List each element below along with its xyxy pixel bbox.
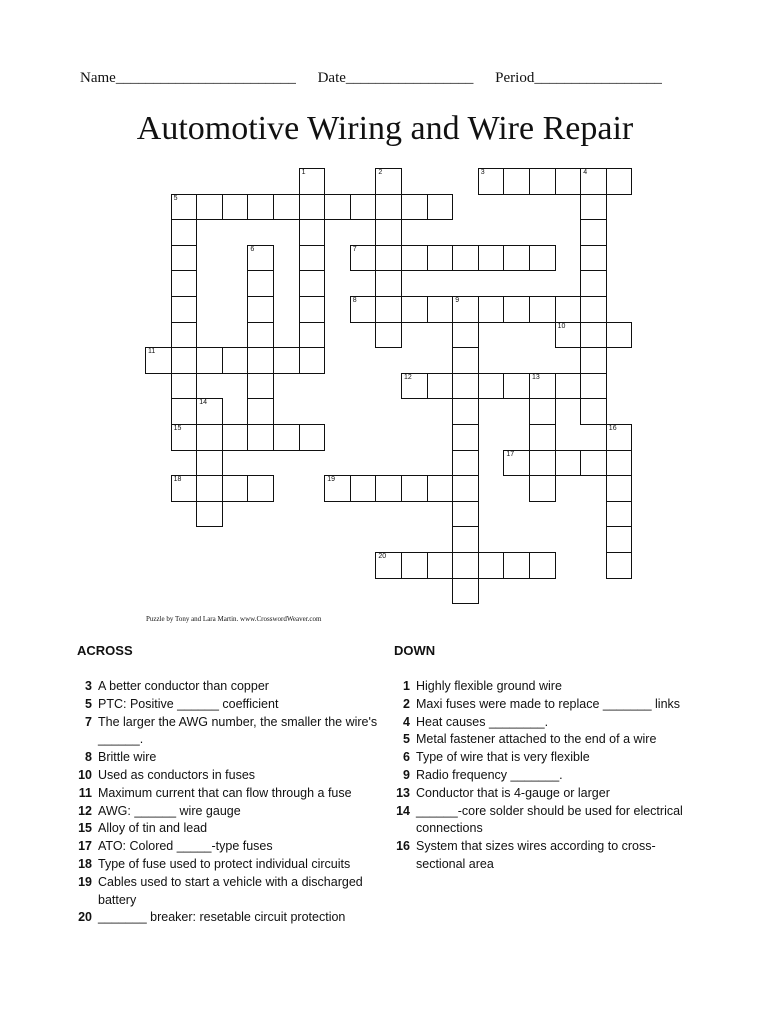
grid-cell[interactable] xyxy=(196,194,223,221)
grid-cell[interactable] xyxy=(401,296,428,323)
cell-number: 7 xyxy=(352,245,357,253)
grid-cell[interactable] xyxy=(350,296,377,323)
grid-cell[interactable] xyxy=(324,194,351,221)
clue-number: 10 xyxy=(78,767,92,782)
grid-cell[interactable] xyxy=(299,270,326,297)
grid-cell[interactable] xyxy=(273,194,300,221)
grid-cell[interactable] xyxy=(401,245,428,272)
grid-cell[interactable] xyxy=(606,450,633,477)
grid-cell[interactable] xyxy=(503,552,530,579)
grid-cell[interactable] xyxy=(299,245,326,272)
grid-cell[interactable] xyxy=(555,450,582,477)
grid-cell[interactable] xyxy=(529,168,556,195)
grid-cell[interactable] xyxy=(606,552,633,579)
down-clue xyxy=(388,838,688,874)
grid-cell[interactable] xyxy=(171,373,198,400)
date-field[interactable]: Date_________________ xyxy=(317,70,474,86)
clue-text: Radio frequency _______. xyxy=(416,767,563,782)
grid-cell[interactable] xyxy=(171,322,198,349)
clue-number: 18 xyxy=(78,856,92,871)
grid-cell[interactable] xyxy=(196,501,223,528)
cell-number: 18 xyxy=(173,476,182,484)
cell-number: 20 xyxy=(378,553,387,560)
grid-cell[interactable] xyxy=(452,501,479,528)
grid-cell[interactable] xyxy=(350,245,377,272)
clue-number: 8 xyxy=(85,750,92,765)
grid-cell[interactable] xyxy=(606,475,633,502)
clue-number: 9 xyxy=(403,767,410,782)
down-clue xyxy=(388,714,688,732)
grid-cell[interactable] xyxy=(580,398,607,425)
across-clue xyxy=(70,838,380,856)
grid-cell[interactable] xyxy=(171,296,198,323)
grid-cell[interactable] xyxy=(580,373,607,400)
grid-cell[interactable] xyxy=(171,245,198,272)
puzzle-credit: Puzzle by Tony and Lara Martin. www.CrosswordWeaver.com xyxy=(146,615,322,623)
period-field[interactable]: Period_________________ xyxy=(495,70,662,86)
grid-cell[interactable] xyxy=(529,424,556,451)
cell-number: 4 xyxy=(583,169,588,176)
grid-cell[interactable] xyxy=(555,322,582,349)
across-clue xyxy=(70,909,380,927)
name-field[interactable]: Name________________________ xyxy=(80,70,296,86)
grid-cell[interactable] xyxy=(196,424,223,451)
grid-cell[interactable] xyxy=(375,219,402,246)
clue-text: System that sizes wires according to cross-sectional area xyxy=(416,839,656,871)
cell-number: 11 xyxy=(148,348,156,356)
grid-cell[interactable] xyxy=(580,322,607,349)
clue-number: 13 xyxy=(396,785,410,800)
grid-cell[interactable] xyxy=(452,475,479,502)
grid-cell[interactable] xyxy=(606,168,633,195)
grid-cell[interactable] xyxy=(196,347,223,374)
across-heading: ACROSS xyxy=(77,643,133,658)
clue-number: 2 xyxy=(403,696,410,711)
across-clue xyxy=(70,678,380,696)
grid-cell[interactable] xyxy=(222,424,249,451)
cell-number: 19 xyxy=(327,476,335,484)
cell-number: 17 xyxy=(506,450,515,458)
cell-number: 16 xyxy=(608,425,617,432)
grid-cell[interactable] xyxy=(375,552,402,579)
cell-number: 15 xyxy=(173,425,182,432)
grid-cell[interactable] xyxy=(606,526,633,553)
grid-cell[interactable] xyxy=(375,322,402,349)
grid-cell[interactable] xyxy=(529,475,556,502)
grid-cell[interactable] xyxy=(196,398,223,425)
grid-cell[interactable] xyxy=(247,194,274,221)
down-clue xyxy=(388,678,688,696)
cell-number: 5 xyxy=(173,194,178,202)
grid-cell[interactable] xyxy=(247,475,274,502)
clue-number: 3 xyxy=(85,679,92,693)
grid-cell[interactable] xyxy=(478,245,505,272)
grid-cell[interactable] xyxy=(452,322,479,349)
cell-number: 12 xyxy=(404,373,412,381)
grid-cell[interactable] xyxy=(427,194,454,221)
down-clue xyxy=(388,767,688,785)
clue-number: 1 xyxy=(403,679,410,693)
grid-cell[interactable] xyxy=(503,296,530,323)
grid-cell[interactable] xyxy=(145,347,172,374)
grid-cell[interactable] xyxy=(247,270,274,297)
clue-text: A better conductor than copper xyxy=(98,679,269,693)
grid-cell[interactable] xyxy=(401,373,428,400)
clue-number: 19 xyxy=(78,874,92,889)
grid-cell[interactable] xyxy=(171,347,198,374)
cell-number: 3 xyxy=(480,169,485,176)
grid-cell[interactable] xyxy=(171,398,198,425)
grid-cell[interactable] xyxy=(401,552,428,579)
grid-cell[interactable] xyxy=(324,475,351,502)
clue-text: _______ breaker: resetable circuit protection xyxy=(98,910,346,925)
grid-cell[interactable] xyxy=(580,168,607,195)
grid-cell[interactable] xyxy=(452,296,479,323)
clue-number: 11 xyxy=(78,785,92,800)
grid-cell[interactable] xyxy=(222,347,249,374)
clue-text: The larger the AWG number, the smaller the wire's ______. xyxy=(98,714,378,747)
grid-cell[interactable] xyxy=(427,552,454,579)
grid-cell[interactable] xyxy=(299,347,326,374)
cell-number: 2 xyxy=(378,169,383,176)
grid-cell[interactable] xyxy=(452,578,479,605)
down-clue-list xyxy=(388,678,688,874)
grid-cell[interactable] xyxy=(580,219,607,246)
clue-text: Used as conductors in fuses xyxy=(98,767,256,782)
clue-text: Type of fuse used to protect individual circuits xyxy=(98,856,351,871)
cell-number: 10 xyxy=(557,322,566,330)
grid-cell[interactable] xyxy=(503,245,530,272)
grid-cell[interactable] xyxy=(299,194,326,221)
grid-cell[interactable] xyxy=(529,296,556,323)
grid-cell[interactable] xyxy=(503,450,530,477)
cell-number: 9 xyxy=(455,297,460,304)
clue-text: Maximum current that can flow through a fuse xyxy=(98,785,352,800)
down-heading: DOWN xyxy=(394,643,436,658)
down-clue xyxy=(388,696,688,714)
grid-cell[interactable] xyxy=(606,322,633,349)
across-clue xyxy=(70,785,380,803)
grid-cell[interactable] xyxy=(299,424,326,451)
grid-cell[interactable] xyxy=(503,168,530,195)
grid-cell[interactable] xyxy=(452,526,479,553)
grid-cell[interactable] xyxy=(350,475,377,502)
clue-number: 16 xyxy=(396,839,410,854)
grid-cell[interactable] xyxy=(478,552,505,579)
cell-number: 13 xyxy=(532,373,540,381)
grid-cell[interactable] xyxy=(580,296,607,323)
grid-cell[interactable] xyxy=(580,450,607,477)
grid-cell[interactable] xyxy=(273,347,300,374)
cell-number: 1 xyxy=(301,169,306,176)
down-clue xyxy=(388,803,688,839)
page-title: Automotive Wiring and Wire Repair xyxy=(136,110,634,147)
grid-cell[interactable] xyxy=(555,296,582,323)
grid-cell[interactable] xyxy=(452,347,479,374)
grid-cell[interactable] xyxy=(452,398,479,425)
down-clue xyxy=(388,731,688,749)
grid-cell[interactable] xyxy=(299,296,326,323)
grid-cell[interactable] xyxy=(171,424,198,451)
grid-cell[interactable] xyxy=(529,450,556,477)
grid-cell[interactable] xyxy=(478,373,505,400)
across-clue xyxy=(70,714,380,750)
grid-cell[interactable] xyxy=(375,194,402,221)
clue-number: 6 xyxy=(403,750,410,765)
grid-cell[interactable] xyxy=(452,450,479,477)
clue-text: Maxi fuses were made to replace _______ links xyxy=(416,696,681,711)
grid-cell[interactable] xyxy=(299,219,326,246)
grid-cell[interactable] xyxy=(503,373,530,400)
grid-cell[interactable] xyxy=(427,475,454,502)
clue-text: Cables used to start a vehicle with a discharged battery xyxy=(98,874,363,907)
grid-cell[interactable] xyxy=(247,373,274,400)
clue-text: AWG: ______ wire gauge xyxy=(98,803,241,818)
down-clue xyxy=(388,749,688,767)
across-clue-list xyxy=(70,678,380,927)
grid-cell[interactable] xyxy=(452,373,479,400)
grid-cell[interactable] xyxy=(427,373,454,400)
across-clue xyxy=(70,696,380,714)
cell-number: 8 xyxy=(352,297,357,304)
grid-cell[interactable] xyxy=(580,347,607,374)
grid-cell[interactable] xyxy=(247,322,274,349)
clue-text: PTC: Positive ______ coefficient xyxy=(98,696,279,711)
across-clue xyxy=(70,820,380,838)
clue-text: Metal fastener attached to the end of a wire xyxy=(416,732,657,747)
grid-cell[interactable] xyxy=(247,245,274,272)
grid-cell[interactable] xyxy=(222,194,249,221)
grid-cell[interactable] xyxy=(171,475,198,502)
grid-cell[interactable] xyxy=(375,296,402,323)
grid-cell[interactable] xyxy=(247,347,274,374)
clue-number: 4 xyxy=(403,714,410,729)
grid-cell[interactable] xyxy=(580,270,607,297)
grid-cell[interactable] xyxy=(555,168,582,195)
grid-cell[interactable] xyxy=(478,296,505,323)
clue-text: Heat causes ________. xyxy=(416,714,549,729)
grid-cell[interactable] xyxy=(452,552,479,579)
grid-cell[interactable] xyxy=(529,245,556,272)
grid-cell[interactable] xyxy=(401,194,428,221)
clue-text: Brittle wire xyxy=(98,750,157,765)
clue-text: ______-core solder should be used for electrical connections xyxy=(416,803,683,836)
across-clue xyxy=(70,767,380,785)
grid-cell[interactable] xyxy=(529,398,556,425)
grid-cell[interactable] xyxy=(375,270,402,297)
grid-cell[interactable] xyxy=(273,424,300,451)
grid-cell[interactable] xyxy=(247,296,274,323)
grid-cell[interactable] xyxy=(401,475,428,502)
grid-cell[interactable] xyxy=(375,245,402,272)
grid-cell[interactable] xyxy=(478,168,505,195)
clue-number: 17 xyxy=(78,839,92,854)
cell-number: 14 xyxy=(199,399,207,407)
grid-cell[interactable] xyxy=(555,373,582,400)
grid-cell[interactable] xyxy=(375,168,402,195)
grid-cell[interactable] xyxy=(606,501,633,528)
grid-cell[interactable] xyxy=(375,475,402,502)
across-clue xyxy=(70,749,380,767)
clue-number: 7 xyxy=(85,714,92,729)
clue-text: Conductor that is 4-gauge or larger xyxy=(416,785,610,800)
grid-cell[interactable] xyxy=(299,168,326,195)
clue-number: 15 xyxy=(78,821,92,836)
grid-cell[interactable] xyxy=(606,424,633,451)
grid-cell[interactable] xyxy=(171,194,198,221)
grid-cell[interactable] xyxy=(452,245,479,272)
grid-cell[interactable] xyxy=(247,398,274,425)
cell-number: 6 xyxy=(250,245,255,253)
grid-cell[interactable] xyxy=(196,475,223,502)
clue-number: 20 xyxy=(78,910,92,925)
clue-text: ATO: Colored _____-type fuses xyxy=(98,839,273,854)
across-clue xyxy=(70,874,380,910)
clue-number: 14 xyxy=(396,803,410,818)
clue-number: 5 xyxy=(85,696,92,711)
grid-cell[interactable] xyxy=(247,424,274,451)
clue-text: Highly flexible ground wire xyxy=(416,679,562,693)
grid-cell[interactable] xyxy=(171,270,198,297)
grid-cell[interactable] xyxy=(171,219,198,246)
grid-cell[interactable] xyxy=(350,194,377,221)
across-clue xyxy=(70,803,380,821)
clue-number: 5 xyxy=(403,732,410,747)
grid-cell[interactable] xyxy=(529,552,556,579)
grid-cell[interactable] xyxy=(196,450,223,477)
grid-cell[interactable] xyxy=(529,373,556,400)
grid-cell[interactable] xyxy=(427,245,454,272)
clue-text: Alloy of tin and lead xyxy=(98,821,208,836)
grid-cell[interactable] xyxy=(222,475,249,502)
grid-cell[interactable] xyxy=(580,245,607,272)
clue-text: Type of wire that is very flexible xyxy=(416,750,590,765)
clue-number: 12 xyxy=(78,803,92,818)
grid-cell[interactable] xyxy=(299,322,326,349)
grid-cell[interactable] xyxy=(580,194,607,221)
grid-cell[interactable] xyxy=(452,424,479,451)
down-clue xyxy=(388,785,688,803)
grid-cell[interactable] xyxy=(427,296,454,323)
across-clue xyxy=(70,856,380,874)
